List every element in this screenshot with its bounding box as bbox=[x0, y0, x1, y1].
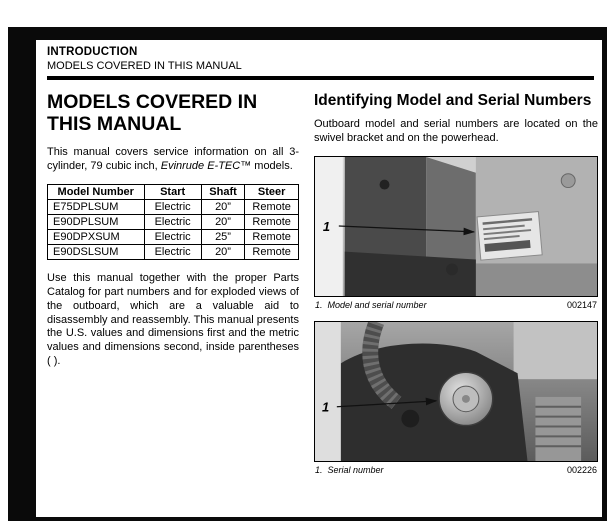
intro-text-b: models. bbox=[251, 159, 293, 172]
serial-label-sticker bbox=[477, 212, 542, 261]
chapter-kicker: INTRODUCTION bbox=[47, 46, 138, 58]
two-column-layout bbox=[47, 90, 598, 486]
figure-powerhead-photo bbox=[314, 321, 598, 462]
table-row bbox=[48, 229, 299, 244]
figure-left-margin bbox=[315, 322, 341, 461]
table-header-row bbox=[48, 184, 299, 199]
left-column bbox=[47, 90, 299, 486]
cell-model: E90DPLSUM bbox=[48, 214, 145, 229]
caption-ref-number: 002147 bbox=[566, 300, 597, 311]
col-header-shaft: Shaft bbox=[201, 184, 245, 199]
col-header-start: Start bbox=[144, 184, 201, 199]
page-frame-right bbox=[602, 27, 607, 521]
intro-paragraph bbox=[47, 146, 299, 174]
cell-model: E90DSLSUM bbox=[48, 244, 145, 259]
header-rule bbox=[47, 76, 594, 80]
body-paragraph: Use this manual together with the proper Parts Catalog for part numbers and for exploded views of the outboard, which are a valuable aid to disassembly and reassembly. This manual presents the U.S. values and dimensions first and the metric values and dimensions second, inside parentheses ( ). bbox=[47, 271, 299, 368]
page-content bbox=[36, 40, 602, 517]
cell-shaft: 20” bbox=[201, 214, 245, 229]
cell-shaft: 20” bbox=[201, 244, 245, 259]
table-row bbox=[48, 244, 299, 259]
table-row bbox=[48, 214, 299, 229]
cell-steer: Remote bbox=[245, 214, 299, 229]
chapter-subtitle: MODELS COVERED IN THIS MANUAL bbox=[47, 60, 242, 72]
cell-start: Electric bbox=[144, 244, 201, 259]
serial-plug-circle bbox=[439, 372, 493, 425]
intro-text-brand: Evinrude E-TEC™ bbox=[160, 159, 252, 172]
figure-swivel-bracket-photo bbox=[314, 156, 598, 297]
page-frame-left bbox=[8, 27, 36, 521]
cell-steer: Remote bbox=[245, 229, 299, 244]
cell-steer: Remote bbox=[245, 244, 299, 259]
figure-caption bbox=[315, 465, 597, 475]
cell-model: E75DPLSUM bbox=[48, 199, 145, 214]
cell-start: Electric bbox=[144, 214, 201, 229]
right-column bbox=[314, 90, 598, 486]
callout-number: 1 bbox=[322, 219, 331, 235]
caption-ref-number: 002226 bbox=[566, 465, 597, 476]
callout-number: 1 bbox=[321, 399, 330, 415]
cell-start: Electric bbox=[144, 229, 201, 244]
col-header-model: Model Number bbox=[48, 184, 145, 199]
intro-text-a: This manual covers service information on all 3-cylinder, 79 cubic inch, bbox=[47, 145, 299, 172]
cell-model: E90DPXSUM bbox=[48, 229, 145, 244]
table-row bbox=[48, 199, 299, 214]
cell-start: Electric bbox=[144, 199, 201, 214]
cell-shaft: 25” bbox=[201, 229, 245, 244]
cell-steer: Remote bbox=[245, 199, 299, 214]
col-header-steer: Steer bbox=[245, 184, 299, 199]
page-frame-top bbox=[8, 27, 607, 40]
running-head bbox=[47, 46, 594, 80]
powerhead-photo bbox=[315, 322, 597, 461]
section-title: MODELS COVERED IN THIS MANUAL bbox=[47, 91, 258, 135]
page-frame-bottom bbox=[8, 517, 607, 521]
figure-caption bbox=[315, 300, 597, 310]
section-title-identifying: Identifying Model and Serial Numbers bbox=[314, 92, 592, 109]
cell-shaft: 20” bbox=[201, 199, 245, 214]
caption-text: 1. Serial number bbox=[315, 465, 384, 476]
models-table bbox=[47, 184, 299, 260]
swivel-bracket-photo bbox=[315, 157, 597, 296]
caption-text: 1. Model and serial number bbox=[315, 300, 427, 311]
identify-paragraph: Outboard model and serial numbers are located on the swivel bracket and on the powerhead. bbox=[314, 118, 598, 145]
